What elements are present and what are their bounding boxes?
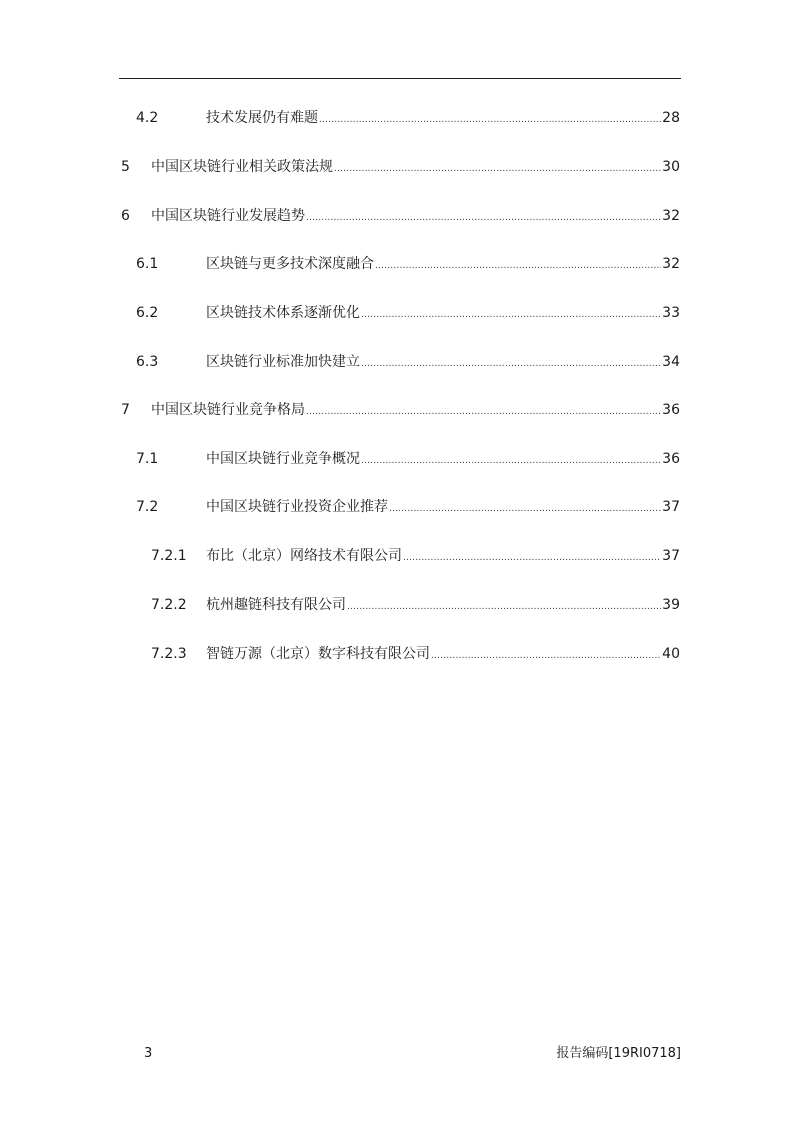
toc-entry-title: 中国区块链行业发展趋势	[151, 208, 305, 224]
toc-entry-6[interactable]	[121, 206, 680, 226]
toc-entry-number: 4.2	[136, 110, 159, 126]
toc-leader-dots	[306, 208, 661, 228]
toc-entry-title: 布比（北京）网络技术有限公司	[206, 548, 402, 564]
toc-entry-number: 7.2.2	[151, 597, 187, 613]
toc-leader-dots	[347, 597, 661, 617]
toc-entry-number: 7	[121, 402, 130, 418]
toc-entry-title: 智链万源（北京）数字科技有限公司	[206, 646, 430, 662]
toc-entry-7-2-3[interactable]	[151, 644, 680, 664]
toc-entry-title: 区块链与更多技术深度融合	[206, 256, 374, 272]
toc-leader-dots	[361, 354, 661, 374]
toc-entry-title: 中国区块链行业竞争概况	[206, 451, 360, 467]
toc-entry-page: 34	[662, 354, 680, 370]
toc-entry-number: 7.2.1	[151, 548, 187, 564]
toc-entry-number: 6.1	[136, 256, 159, 272]
toc-entry-title: 技术发展仍有难题	[206, 110, 318, 126]
toc-entry-page: 39	[662, 597, 680, 613]
toc-entry-4-2[interactable]	[136, 108, 680, 128]
toc-entry-title: 中国区块链行业竞争格局	[151, 402, 305, 418]
toc-entry-number: 7.2.3	[151, 646, 187, 662]
toc-leader-dots	[375, 256, 661, 276]
toc-entry-title: 中国区块链行业投资企业推荐	[206, 499, 388, 515]
toc-leader-dots	[361, 305, 661, 325]
toc-entry-number: 5	[121, 159, 130, 175]
footer-report-code: 报告编码[19RI0718]	[556, 1046, 681, 1061]
toc-leader-dots	[319, 110, 661, 130]
toc-entry-title: 区块链行业标准加快建立	[206, 354, 360, 370]
toc-entry-number: 7.1	[136, 451, 159, 467]
toc-entry-5[interactable]	[121, 157, 680, 177]
toc-leader-dots	[306, 402, 661, 422]
footer-page-number: 3	[144, 1046, 153, 1061]
toc-entry-page: 37	[662, 499, 680, 515]
toc-entry-page: 32	[662, 208, 680, 224]
toc-entry-page: 30	[662, 159, 680, 175]
toc-entry-page: 36	[662, 402, 680, 418]
toc-leader-dots	[334, 159, 661, 179]
toc-leader-dots	[389, 499, 661, 519]
toc-entry-7-2[interactable]	[136, 497, 680, 517]
toc-entry-title: 杭州趣链科技有限公司	[206, 597, 346, 613]
toc-entry-number: 6.2	[136, 305, 159, 321]
toc-entry-7-2-1[interactable]	[151, 546, 680, 566]
toc-leader-dots	[431, 646, 661, 666]
toc-entry-number: 6	[121, 208, 130, 224]
toc-leader-dots	[403, 548, 661, 568]
toc-entry-page: 33	[662, 305, 680, 321]
toc-entry-page: 37	[662, 548, 680, 564]
toc-entry-title: 中国区块链行业相关政策法规	[151, 159, 333, 175]
toc-entry-6-1[interactable]	[136, 254, 680, 274]
toc-entry-6-3[interactable]	[136, 352, 680, 372]
toc-entry-6-2[interactable]	[136, 303, 680, 323]
toc-entry-page: 36	[662, 451, 680, 467]
toc-entry-7-2-2[interactable]	[151, 595, 680, 615]
toc-leader-dots	[361, 451, 661, 471]
toc-entry-title: 区块链技术体系逐渐优化	[206, 305, 360, 321]
toc-entry-page: 28	[662, 110, 680, 126]
toc-entry-page: 40	[662, 646, 680, 662]
toc-entry-number: 6.3	[136, 354, 159, 370]
toc-entry-7[interactable]	[121, 400, 680, 420]
toc-entry-7-1[interactable]	[136, 449, 680, 469]
toc-entry-number: 7.2	[136, 499, 159, 515]
toc-entry-page: 32	[662, 256, 680, 272]
